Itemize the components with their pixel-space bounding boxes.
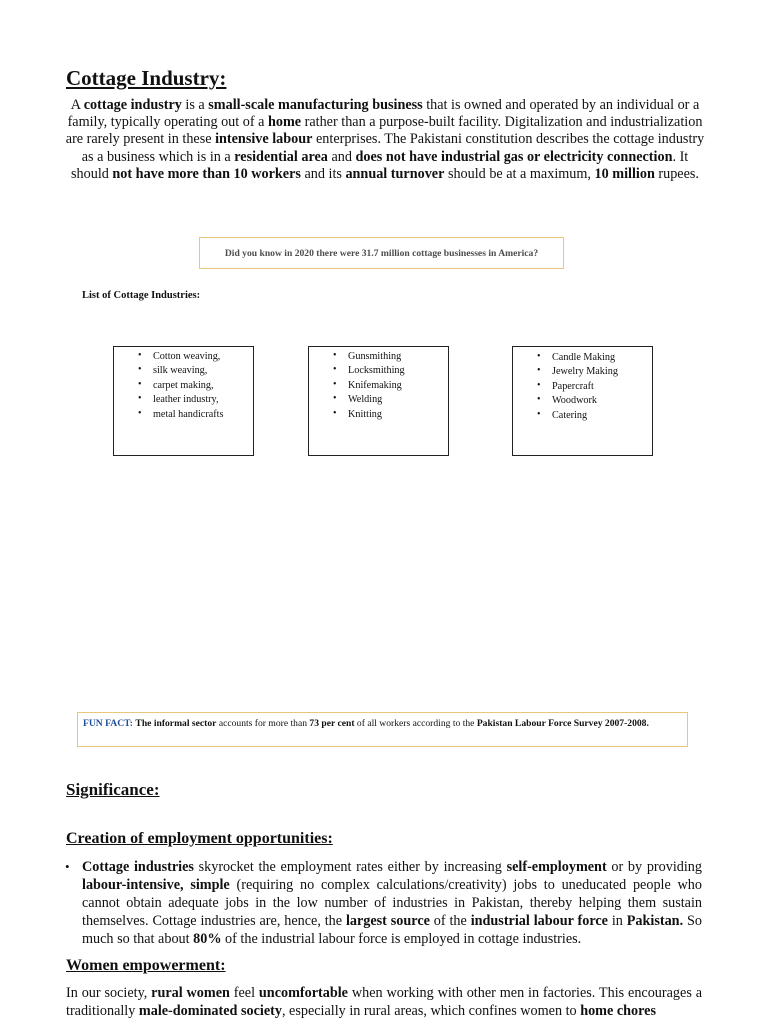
industry-list-3 bbox=[513, 351, 652, 423]
women-paragraph bbox=[66, 984, 702, 1020]
list-item: • Catering bbox=[552, 409, 652, 423]
bold-text: annual turnover bbox=[345, 165, 445, 182]
industry-list-box-1 bbox=[113, 346, 254, 456]
text-run: of all workers according to the bbox=[354, 718, 477, 729]
bold-text: uncomfortable bbox=[258, 985, 348, 1001]
text-run: of the bbox=[429, 913, 471, 929]
text-run: and its bbox=[300, 165, 346, 182]
list-item: • Candle Making bbox=[552, 351, 652, 365]
fun-fact-text bbox=[133, 718, 649, 729]
list-item: • Welding bbox=[348, 393, 448, 407]
industry-list-2 bbox=[309, 350, 448, 422]
text-run: or by providing bbox=[606, 859, 702, 875]
employment-text bbox=[82, 859, 702, 947]
text-run: and bbox=[327, 148, 356, 165]
list-item: • Cotton weaving, bbox=[153, 350, 253, 364]
fun-fact-label: FUN FACT: bbox=[83, 718, 134, 729]
list-item: • Knitting bbox=[348, 408, 448, 422]
bold-text: Pakistan. bbox=[626, 913, 684, 929]
list-item: • carpet making, bbox=[153, 379, 253, 393]
list-item: • Knifemaking bbox=[348, 379, 448, 393]
text-run: rather than a purpose-built facility. Digitalization and industrialization are rarely present in these bbox=[65, 114, 703, 148]
bold-text: Pakistan Labour Force Survey 2007-2008. bbox=[476, 718, 649, 729]
text-run: skyrocket the employment rates either by increasing bbox=[193, 859, 507, 875]
list-item: • metal handicrafts bbox=[153, 408, 253, 422]
bold-text: 80% bbox=[193, 931, 222, 947]
text-run: of the industrial labour force is employed in cottage industries. bbox=[221, 931, 582, 947]
bold-text: largest source bbox=[345, 913, 430, 929]
industry-list-box-2 bbox=[308, 346, 449, 456]
text-run: accounts for more than bbox=[216, 718, 310, 729]
text-run: rupees. bbox=[654, 165, 699, 182]
did-you-know-callout: Did you know in 2020 there were 31.7 million cottage businesses in America? bbox=[199, 237, 564, 269]
significance-heading: Significance: bbox=[66, 780, 160, 799]
bold-text: 10 million bbox=[594, 165, 655, 182]
page-title: Cottage Industry: bbox=[66, 66, 227, 90]
intro-paragraph bbox=[64, 97, 706, 183]
bold-text: male-dominated society bbox=[138, 1003, 282, 1019]
bold-text: rural women bbox=[151, 985, 230, 1001]
text-run: in bbox=[607, 913, 627, 929]
list-item: • Jewelry Making bbox=[552, 365, 652, 379]
bold-text: cottage industry bbox=[83, 97, 182, 113]
bullet-dot: • bbox=[65, 859, 70, 874]
bold-text: does not have industrial gas or electricity connection bbox=[355, 148, 673, 165]
list-item: • Gunsmithing bbox=[348, 350, 448, 364]
list-item: • leather industry, bbox=[153, 393, 253, 407]
fun-fact-callout bbox=[77, 712, 688, 747]
list-item: • silk weaving, bbox=[153, 364, 253, 378]
bold-text: small-scale manufacturing business bbox=[208, 97, 423, 113]
bold-text: self-employment bbox=[506, 859, 607, 875]
bold-text: intensive labour bbox=[215, 131, 313, 148]
text-run: enterprises. The Pakistani constitution describes the cottage industry as a business which is in a bbox=[81, 131, 705, 165]
text-run: . It should bbox=[71, 148, 689, 182]
list-item: • Papercraft bbox=[552, 380, 652, 394]
bold-text: home chores bbox=[580, 1003, 656, 1019]
bold-text: The informal sector bbox=[135, 718, 217, 729]
text-run: So much so that about bbox=[82, 913, 702, 947]
text-run: , especially in rural areas, which confines women to bbox=[281, 1003, 581, 1019]
text-run: that is owned and operated by an individual or a family, typically operating out of a bbox=[67, 97, 700, 131]
text-run: should be at a maximum, bbox=[444, 165, 595, 182]
text-run: In our society, bbox=[66, 985, 152, 1001]
bold-text: industrial labour force bbox=[470, 913, 608, 929]
employment-paragraph bbox=[65, 858, 702, 948]
bold-text: labour-intensive, simple bbox=[82, 877, 230, 893]
bold-text: residential area bbox=[234, 148, 328, 165]
bold-text: not have more than 10 workers bbox=[112, 165, 301, 182]
bold-text: 73 per cent bbox=[309, 718, 355, 729]
industry-list-1 bbox=[114, 350, 253, 422]
industry-list-box-3 bbox=[512, 346, 653, 456]
list-heading: List of Cottage Industries: bbox=[82, 290, 201, 301]
list-item: • Woodwork bbox=[552, 394, 652, 408]
list-item: • Locksmithing bbox=[348, 364, 448, 378]
women-heading: Women empowerment: bbox=[66, 957, 226, 974]
text-run: when working with other men in factories. This encourages a traditionally bbox=[66, 985, 703, 1019]
text-run: is a bbox=[181, 97, 209, 113]
bold-text: home bbox=[267, 114, 302, 131]
text-run: (requiring no complex calculations/creativity) jobs to uneducated people who cannot obtain adequate jobs in the low number of industries in Pakistan, thereby helping them sustain themselves. Cottage industries are, hence, the bbox=[82, 877, 702, 929]
employment-heading: Creation of employment opportunities: bbox=[66, 830, 333, 847]
text-run: feel bbox=[229, 985, 259, 1001]
bold-text: Cottage industries bbox=[82, 859, 194, 875]
text-run: A bbox=[70, 97, 84, 113]
